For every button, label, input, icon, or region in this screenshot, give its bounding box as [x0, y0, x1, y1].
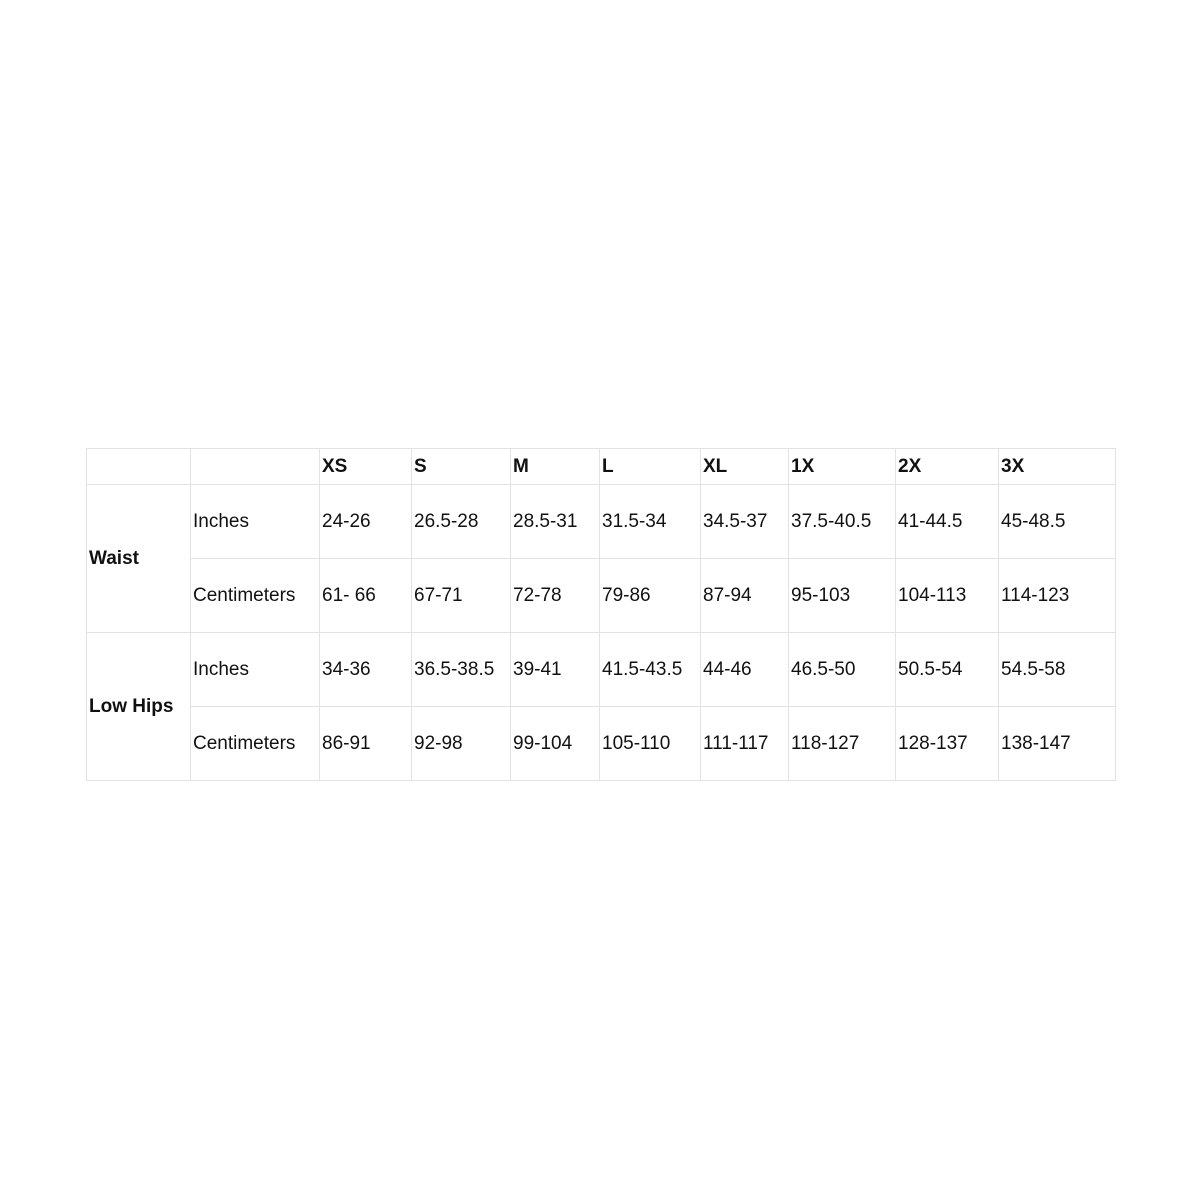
header-size-2x: 2X [896, 449, 999, 485]
header-cell-group [87, 449, 191, 485]
header-size-s: S [412, 449, 511, 485]
table-cell: 34.5-37 [701, 485, 789, 559]
unit-label: Centimeters [191, 707, 320, 781]
table-cell: 92-98 [412, 707, 511, 781]
table-row [87, 633, 1116, 707]
table-cell: 28.5-31 [511, 485, 600, 559]
table-cell: 44-46 [701, 633, 789, 707]
header-size-l: L [600, 449, 701, 485]
table-cell: 105-110 [600, 707, 701, 781]
table-cell: 86-91 [320, 707, 412, 781]
table-cell: 61- 66 [320, 559, 412, 633]
header-row [87, 449, 1116, 485]
header-size-xs: XS [320, 449, 412, 485]
table-cell: 31.5-34 [600, 485, 701, 559]
table-cell: 114-123 [999, 559, 1116, 633]
table-cell: 138-147 [999, 707, 1116, 781]
table-cell: 45-48.5 [999, 485, 1116, 559]
table-cell: 118-127 [789, 707, 896, 781]
table-row [87, 707, 1116, 781]
table-cell: 36.5-38.5 [412, 633, 511, 707]
table-cell: 128-137 [896, 707, 999, 781]
table-cell: 39-41 [511, 633, 600, 707]
table-cell: 46.5-50 [789, 633, 896, 707]
size-chart-table [86, 448, 1116, 781]
header-size-1x: 1X [789, 449, 896, 485]
header-size-3x: 3X [999, 449, 1116, 485]
table-cell: 67-71 [412, 559, 511, 633]
table-cell: 104-113 [896, 559, 999, 633]
unit-label: Inches [191, 633, 320, 707]
unit-label: Inches [191, 485, 320, 559]
table-cell: 95-103 [789, 559, 896, 633]
table-row [87, 485, 1116, 559]
table-cell: 37.5-40.5 [789, 485, 896, 559]
table-cell: 87-94 [701, 559, 789, 633]
table-cell: 41.5-43.5 [600, 633, 701, 707]
table-cell: 50.5-54 [896, 633, 999, 707]
table-cell: 41-44.5 [896, 485, 999, 559]
header-size-m: M [511, 449, 600, 485]
table-cell: 54.5-58 [999, 633, 1116, 707]
header-cell-unit [191, 449, 320, 485]
group-label-waist: Waist [87, 485, 191, 633]
header-size-xl: XL [701, 449, 789, 485]
table-row [87, 559, 1116, 633]
table-cell: 26.5-28 [412, 485, 511, 559]
table-cell: 99-104 [511, 707, 600, 781]
table-cell: 111-117 [701, 707, 789, 781]
table-cell: 24-26 [320, 485, 412, 559]
group-label-low-hips: Low Hips [87, 633, 191, 781]
table-cell: 79-86 [600, 559, 701, 633]
unit-label: Centimeters [191, 559, 320, 633]
table-cell: 72-78 [511, 559, 600, 633]
table-cell: 34-36 [320, 633, 412, 707]
